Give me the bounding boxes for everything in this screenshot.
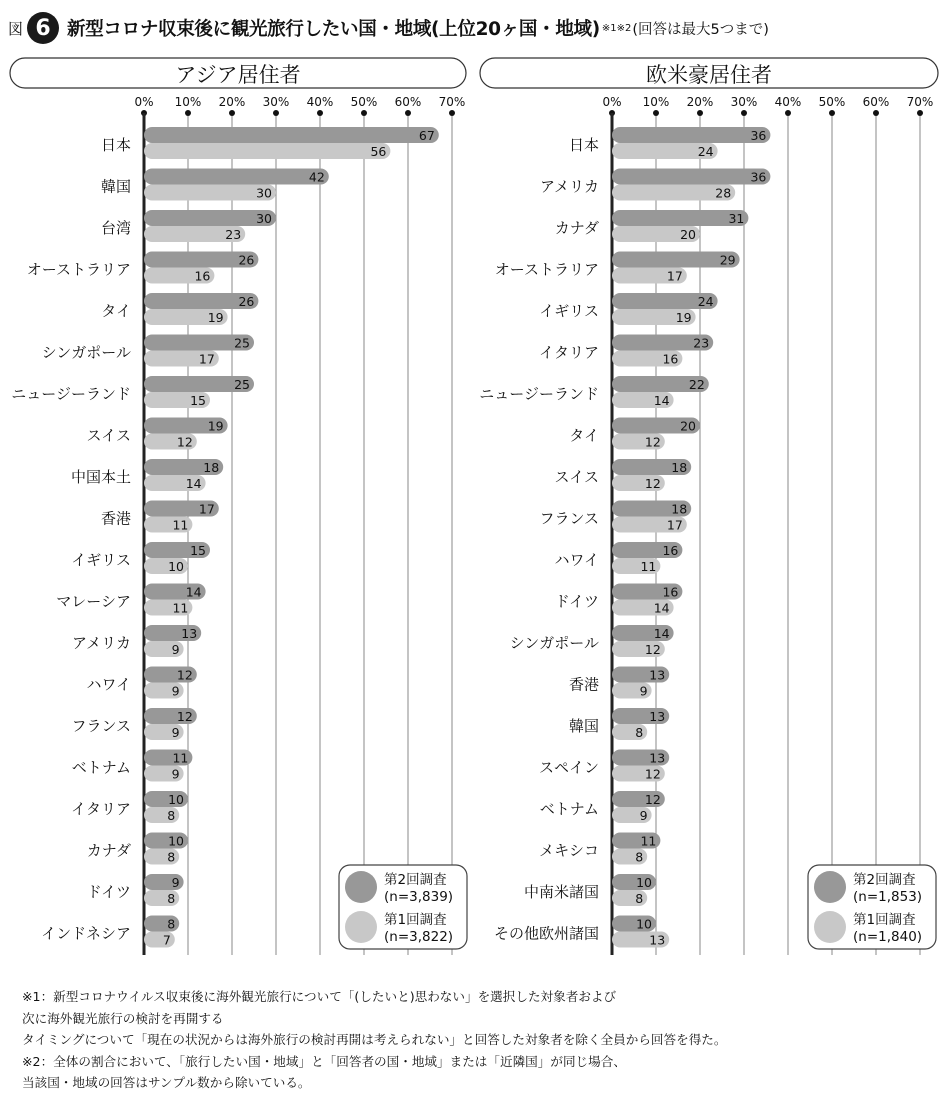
data-label: 20 <box>680 227 696 242</box>
data-label: 11 <box>172 750 189 766</box>
data-label: 11 <box>640 833 657 849</box>
data-label: 22 <box>688 377 705 392</box>
tick-label: 70% <box>906 95 934 109</box>
data-label: 16 <box>194 268 211 284</box>
data-label: 18 <box>671 460 688 475</box>
data-label: 24 <box>697 144 714 159</box>
data-label: 12 <box>176 709 193 724</box>
data-label: 14 <box>653 393 670 408</box>
data-label: 29 <box>719 252 736 268</box>
legend-marker-round1 <box>814 911 846 943</box>
data-label: 18 <box>203 460 220 475</box>
bar-round2 <box>612 127 770 143</box>
category-label: 韓国 <box>568 717 599 735</box>
data-label: 13 <box>649 750 666 766</box>
data-label: 9 <box>171 725 180 740</box>
legend-label: 第2回調査 <box>384 872 447 888</box>
category-label: タイ <box>569 426 599 445</box>
data-label: 12 <box>644 766 661 782</box>
data-label: 13 <box>649 667 666 683</box>
data-label: 16 <box>662 351 679 367</box>
tick-dot <box>653 110 659 116</box>
data-label: 9 <box>639 808 648 823</box>
tick-dot <box>229 110 235 116</box>
data-label: 12 <box>644 642 661 657</box>
category-label: シンガポール <box>41 343 131 362</box>
data-label: 13 <box>649 932 666 948</box>
data-label: 20 <box>680 418 696 434</box>
data-label: 10 <box>168 559 184 574</box>
category-label: 中南米諸国 <box>523 883 599 901</box>
category-label: スイス <box>86 426 131 445</box>
footnote-line: 次に海外観光旅行の検討を再開する <box>22 1010 224 1026</box>
panel-western <box>479 58 938 955</box>
legend-marker-round2 <box>345 871 377 903</box>
footnote-line: タイミングについて「現在の状況からは海外旅行の検討再開は考えられない」と回答した対象者を除く全員から回答を得た。 <box>22 1032 727 1047</box>
data-label: 8 <box>167 891 176 906</box>
data-label: 12 <box>176 434 193 450</box>
data-label: 26 <box>238 294 255 309</box>
data-label: 14 <box>185 584 202 600</box>
bar-round2 <box>144 169 329 185</box>
legend <box>808 865 936 949</box>
data-label: 11 <box>640 559 657 574</box>
tick-label: 0% <box>602 95 622 109</box>
data-label: 9 <box>639 683 648 699</box>
data-label: 18 <box>671 501 688 517</box>
data-label: 17 <box>198 351 215 367</box>
data-label: 30 <box>256 211 272 226</box>
tick-label: 60% <box>862 95 890 109</box>
data-label: 15 <box>190 543 206 558</box>
category-label: カナダ <box>86 841 131 860</box>
data-label: 23 <box>693 335 710 351</box>
data-label: 28 <box>715 185 732 201</box>
data-label: 8 <box>167 916 176 932</box>
category-label: イタリア <box>538 343 599 362</box>
data-label: 15 <box>190 393 206 408</box>
footnote-line: 当該国・地域の回答はサンプル数から除いている。 <box>22 1075 311 1090</box>
tick-label: 40% <box>774 95 802 109</box>
data-label: 8 <box>167 808 176 823</box>
data-label: 12 <box>644 792 661 807</box>
category-label: オーストラリア <box>494 260 599 279</box>
category-label: カナダ <box>554 219 599 237</box>
panel-title: アジア居住者 <box>175 63 301 87</box>
category-label: 韓国 <box>100 177 131 196</box>
data-label: 17 <box>666 268 683 284</box>
data-label: 42 <box>308 169 325 185</box>
data-label: 10 <box>636 916 652 932</box>
category-label: シンガポール <box>509 634 599 652</box>
tick-label: 70% <box>438 95 466 109</box>
tick-label: 40% <box>306 95 334 109</box>
category-label: 日本 <box>568 136 599 154</box>
tick-label: 10% <box>174 95 202 109</box>
legend-sample-size: (n=3,822) <box>384 929 454 945</box>
data-label: 13 <box>649 709 666 724</box>
category-label: ハワイ <box>86 675 131 694</box>
tick-dot <box>449 110 455 116</box>
data-label: 25 <box>234 377 250 392</box>
figure-label: 図 <box>8 19 24 38</box>
data-label: 8 <box>167 849 176 865</box>
data-label: 9 <box>171 875 180 890</box>
legend-label: 第2回調査 <box>853 872 916 888</box>
tick-dot <box>785 110 791 116</box>
data-label: 17 <box>666 517 683 533</box>
tick-label: 30% <box>730 95 758 109</box>
data-label: 12 <box>176 667 193 683</box>
category-label: マレーシア <box>56 592 131 611</box>
category-label: フランス <box>71 717 131 735</box>
figure-title: 新型コロナ収束後に観光旅行したい国・地域(上位20ヶ国・地域) <box>67 19 600 40</box>
bar-round2 <box>612 169 770 185</box>
data-label: 8 <box>635 849 644 865</box>
data-label: 31 <box>728 211 745 226</box>
tick-label: 20% <box>218 95 246 109</box>
category-label: オーストラリア <box>26 260 131 279</box>
tick-label: 0% <box>134 95 154 109</box>
legend <box>339 865 467 949</box>
legend-marker-round1 <box>345 911 377 943</box>
bar-round2 <box>144 127 439 143</box>
category-label: アメリカ <box>540 177 599 196</box>
data-label: 14 <box>653 626 670 641</box>
tick-dot <box>873 110 879 116</box>
data-label: 24 <box>697 294 714 309</box>
tick-dot <box>405 110 411 116</box>
panel-asia <box>10 58 467 955</box>
data-label: 30 <box>256 185 272 201</box>
data-label: 19 <box>207 418 224 434</box>
figure-title-sub: (回答は最大5つまで) <box>632 21 769 38</box>
data-label: 9 <box>171 766 180 782</box>
footnote-line: ※2：全体の割合において、「旅行したい国・地域」と「回答者の国・地域」または「近隣国」が同じ場合、 <box>22 1053 626 1069</box>
legend-label: 第1回調査 <box>853 912 916 928</box>
category-label: アメリカ <box>72 634 131 652</box>
data-label: 8 <box>635 725 644 740</box>
data-label: 10 <box>168 833 184 849</box>
data-label: 67 <box>418 128 435 143</box>
data-label: 36 <box>750 128 767 143</box>
footnote-line: ※1：新型コロナウイルス収束後に海外観光旅行について「(したいと)思わない」を選択した対象者および <box>22 989 617 1004</box>
data-label: 13 <box>181 626 198 641</box>
category-label: ドイツ <box>554 592 599 611</box>
panel-title: 欧米豪居住者 <box>646 63 772 87</box>
category-label: イギリス <box>71 551 131 569</box>
data-label: 14 <box>185 476 202 491</box>
data-label: 9 <box>171 642 180 657</box>
category-label: メキシコ <box>539 841 599 860</box>
footnotes <box>22 986 932 1094</box>
data-label: 23 <box>225 227 242 242</box>
data-label: 10 <box>636 875 652 890</box>
tick-label: 10% <box>642 95 670 109</box>
category-label: スペイン <box>538 758 599 777</box>
tick-dot <box>829 110 835 116</box>
category-label: スイス <box>554 468 599 486</box>
tick-dot <box>185 110 191 116</box>
tick-label: 30% <box>262 95 290 109</box>
tick-dot <box>361 110 367 116</box>
tick-label: 60% <box>394 95 422 109</box>
data-label: 56 <box>370 144 387 159</box>
data-label: 26 <box>238 252 255 268</box>
data-label: 14 <box>653 600 670 616</box>
figure-title-note: ※1※2 <box>601 22 632 34</box>
category-label: タイ <box>101 302 131 320</box>
category-label: 台湾 <box>100 219 131 237</box>
category-label: イタリア <box>70 800 131 818</box>
data-label: 19 <box>675 310 692 325</box>
data-label: 16 <box>662 543 679 558</box>
data-label: 8 <box>635 891 644 906</box>
category-label: フランス <box>539 509 599 528</box>
figure-number-badge: 6 <box>27 12 59 44</box>
tick-dot <box>917 110 923 116</box>
category-label: 日本 <box>100 136 131 154</box>
legend-label: 第1回調査 <box>384 912 447 928</box>
category-label: 香港 <box>100 509 131 528</box>
category-label: その他欧州諸国 <box>493 924 599 943</box>
bar-round1 <box>144 143 390 159</box>
data-label: 36 <box>750 169 767 185</box>
category-label: 香港 <box>568 675 599 694</box>
legend-sample-size: (n=1,853) <box>853 889 923 905</box>
tick-label: 20% <box>686 95 714 109</box>
data-label: 12 <box>644 434 661 450</box>
tick-dot <box>697 110 703 116</box>
category-label: ベトナム <box>71 758 131 777</box>
data-label: 9 <box>171 683 180 699</box>
category-label: 中国本土 <box>70 468 131 486</box>
legend-marker-round2 <box>814 871 846 903</box>
category-label: インドネシア <box>41 924 131 943</box>
data-label: 7 <box>162 932 171 948</box>
data-label: 17 <box>198 501 215 517</box>
data-label: 11 <box>172 517 189 533</box>
legend-sample-size: (n=1,840) <box>853 929 923 945</box>
data-label: 10 <box>168 792 184 807</box>
tick-label: 50% <box>350 95 378 109</box>
category-label: ドイツ <box>86 883 131 901</box>
data-label: 12 <box>644 476 661 491</box>
data-label: 11 <box>172 600 189 616</box>
category-label: ニュージーランド <box>11 385 131 403</box>
category-label: イギリス <box>539 302 599 320</box>
data-label: 25 <box>234 335 250 351</box>
data-label: 16 <box>662 584 679 600</box>
tick-dot <box>741 110 747 116</box>
data-label: 19 <box>207 310 224 325</box>
category-label: ニュージーランド <box>479 385 599 403</box>
legend-sample-size: (n=3,839) <box>384 889 454 905</box>
tick-label: 50% <box>818 95 846 109</box>
tick-dot <box>273 110 279 116</box>
category-label: ベトナム <box>539 800 599 818</box>
tick-dot <box>317 110 323 116</box>
category-label: ハワイ <box>554 551 599 569</box>
